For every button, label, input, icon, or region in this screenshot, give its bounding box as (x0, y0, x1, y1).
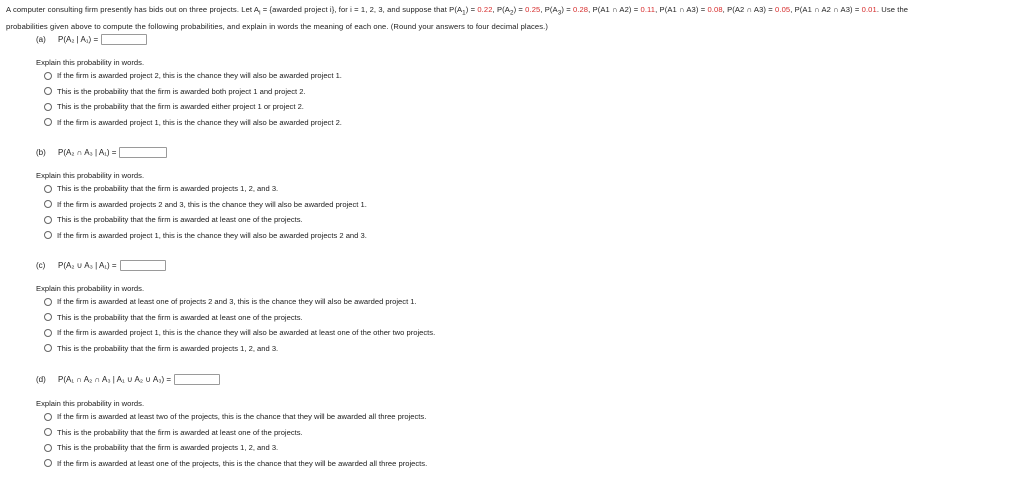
radio-button[interactable] (44, 313, 52, 321)
radio-button[interactable] (44, 231, 52, 239)
intro-text-2: = {awarded project i}, for i = 1, 2, 3, and suppose that P(A (260, 5, 463, 14)
option-c-1[interactable] (36, 294, 435, 310)
question-c (36, 258, 166, 272)
explain-d-label: Explain this probability in words. (36, 399, 145, 408)
option-d-3[interactable] (36, 440, 427, 456)
question-b-letter: (b) (36, 147, 46, 157)
radio-button[interactable] (44, 216, 52, 224)
option-c-3[interactable] (36, 325, 435, 341)
option-text: This is the probability that the firm is awarded at least one of the projects. (57, 312, 303, 322)
radio-button[interactable] (44, 72, 52, 80)
explain-c-label: Explain this probability in words. (36, 284, 145, 293)
p1-value: 0.22 (477, 5, 493, 14)
option-b-3[interactable] (36, 212, 367, 228)
question-b (36, 145, 167, 159)
explain-d (36, 399, 427, 471)
radio-button[interactable] (44, 200, 52, 208)
p23-value: 0.05 (775, 5, 791, 14)
p13-expr: P(A1 ∩ A3) (659, 5, 699, 14)
explain-c (36, 284, 435, 356)
explain-b-label: Explain this probability in words. (36, 171, 145, 180)
question-b-expression: P(A₂ ∩ A₃ | A₁) = (58, 147, 117, 157)
p3-value: 0.28 (572, 5, 589, 14)
answer-d-input[interactable] (174, 374, 220, 385)
p2-value: 0.25 (525, 5, 541, 14)
intro-sub-i: i (259, 9, 261, 17)
explain-a-label: Explain this probability in words. (36, 58, 145, 67)
option-c-4[interactable] (36, 341, 435, 357)
question-d (36, 372, 220, 386)
option-text: This is the probability that the firm is awarded projects 1, 2, and 3. (57, 343, 279, 353)
option-text: This is the probability that the firm is awarded projects 1, 2, and 3. (57, 443, 279, 453)
radio-button[interactable] (44, 185, 52, 193)
option-b-1[interactable] (36, 181, 367, 197)
option-text: This is the probability that the firm is awarded either project 1 or project 2. (57, 102, 304, 112)
answer-c-input[interactable] (120, 260, 166, 271)
option-b-2[interactable] (36, 197, 367, 213)
question-a-expression: P(A₂ | A₁) = (58, 34, 99, 44)
option-text: This is the probability that the firm is awarded at least one of the projects. (57, 215, 303, 225)
p23-expr: P(A2 ∩ A3) (727, 5, 767, 14)
question-a-letter: (a) (36, 34, 46, 44)
option-text: If the firm is awarded project 1, this is the chance they will also be awarded project 2. (57, 117, 342, 127)
intro-tail: Use the (881, 5, 909, 14)
radio-button[interactable] (44, 87, 52, 95)
option-text: This is the probability that the firm is awarded at least one of the projects. (57, 427, 303, 437)
option-text: If the firm is awarded at least two of the projects, this is the chance that they will be awarded all three projects. (57, 412, 427, 422)
option-d-4[interactable] (36, 456, 427, 472)
option-a-3[interactable] (36, 99, 342, 115)
p123-value: 0.01 (861, 5, 877, 14)
option-text: If the firm is awarded at least one of projects 2 and 3, this is the chance they will also be awarded project 1. (57, 297, 417, 307)
question-c-letter: (c) (36, 260, 46, 270)
option-text: This is the probability that the firm is awarded both project 1 and project 2. (57, 86, 306, 96)
question-d-letter: (d) (36, 374, 46, 384)
answer-a-input[interactable] (101, 34, 147, 45)
option-c-2[interactable] (36, 310, 435, 326)
option-d-2[interactable] (36, 425, 427, 441)
explain-b (36, 171, 367, 243)
radio-button[interactable] (44, 413, 52, 421)
p3-sub: 3 (557, 9, 562, 17)
p12-expr: P(A1 ∩ A2) (592, 5, 632, 14)
p12-value: 0.11 (640, 5, 656, 14)
radio-button[interactable] (44, 298, 52, 306)
radio-button[interactable] (44, 344, 52, 352)
option-text: This is the probability that the firm is awarded projects 1, 2, and 3. (57, 184, 279, 194)
option-a-4[interactable] (36, 115, 342, 131)
p123-expr: P(A1 ∩ A2 ∩ A3) (794, 5, 853, 14)
radio-button[interactable] (44, 103, 52, 111)
problem-line-2: probabilities given above to compute the following probabilities, and explain in words the meaning of each one. (Round your answers to four decimal places.) (6, 21, 548, 31)
option-b-4[interactable] (36, 228, 367, 244)
radio-button[interactable] (44, 118, 52, 126)
problem-statement (6, 3, 1018, 33)
option-a-2[interactable] (36, 84, 342, 100)
answer-b-input[interactable] (119, 147, 167, 158)
option-text: If the firm is awarded project 1, this is the chance they will also be awarded projects 2 and 3. (57, 230, 367, 240)
explain-a (36, 58, 342, 130)
option-text: If the firm is awarded projects 2 and 3, this is the chance they will also be awarded project 1. (57, 199, 367, 209)
option-text: If the firm is awarded at least one of the projects, this is the chance that they will be awarded all three projects. (57, 458, 428, 468)
question-c-expression: P(A₂ ∪ A₃ | A₁) = (58, 260, 117, 270)
intro-text-1: A computer consulting firm presently has bids out on three projects. Let A (6, 5, 260, 14)
option-text: If the firm is awarded project 2, this is the chance they will also be awarded project 1. (57, 71, 342, 81)
option-text: If the firm is awarded project 1, this is the chance they will also be awarded at least one of the other two projects. (57, 328, 436, 338)
radio-button[interactable] (44, 459, 52, 467)
question-d-expression: P(A₁ ∩ A₂ ∩ A₃ | A₁ ∪ A₂ ∪ A₃) = (58, 374, 172, 384)
radio-button[interactable] (44, 428, 52, 436)
question-a (36, 32, 147, 46)
radio-button[interactable] (44, 444, 52, 452)
p1-sub: 1 (462, 9, 466, 17)
p13-value: 0.08 (707, 5, 723, 14)
option-d-1[interactable] (36, 409, 427, 425)
option-a-1[interactable] (36, 68, 342, 84)
problem-line-1: A computer consulting firm presently has bids out on three projects. Let $A_i$ = {awarded project i}, for i = 1, 2, 3, and suppose that $P(A_1) = 0.22$, $P(A_2) = 0.25$, $P(A_3) = 0.28$, P(A1 ∩ A2) = 0.11, P(A1 ∩ A3) = 0.08, P(A2 ∩ A3) = 0.05, P(A1 ∩ A2 ∩ A3) = 0.01. Use the (6, 5, 909, 17)
radio-button[interactable] (44, 329, 52, 337)
p2-sub: 2 (509, 9, 514, 17)
